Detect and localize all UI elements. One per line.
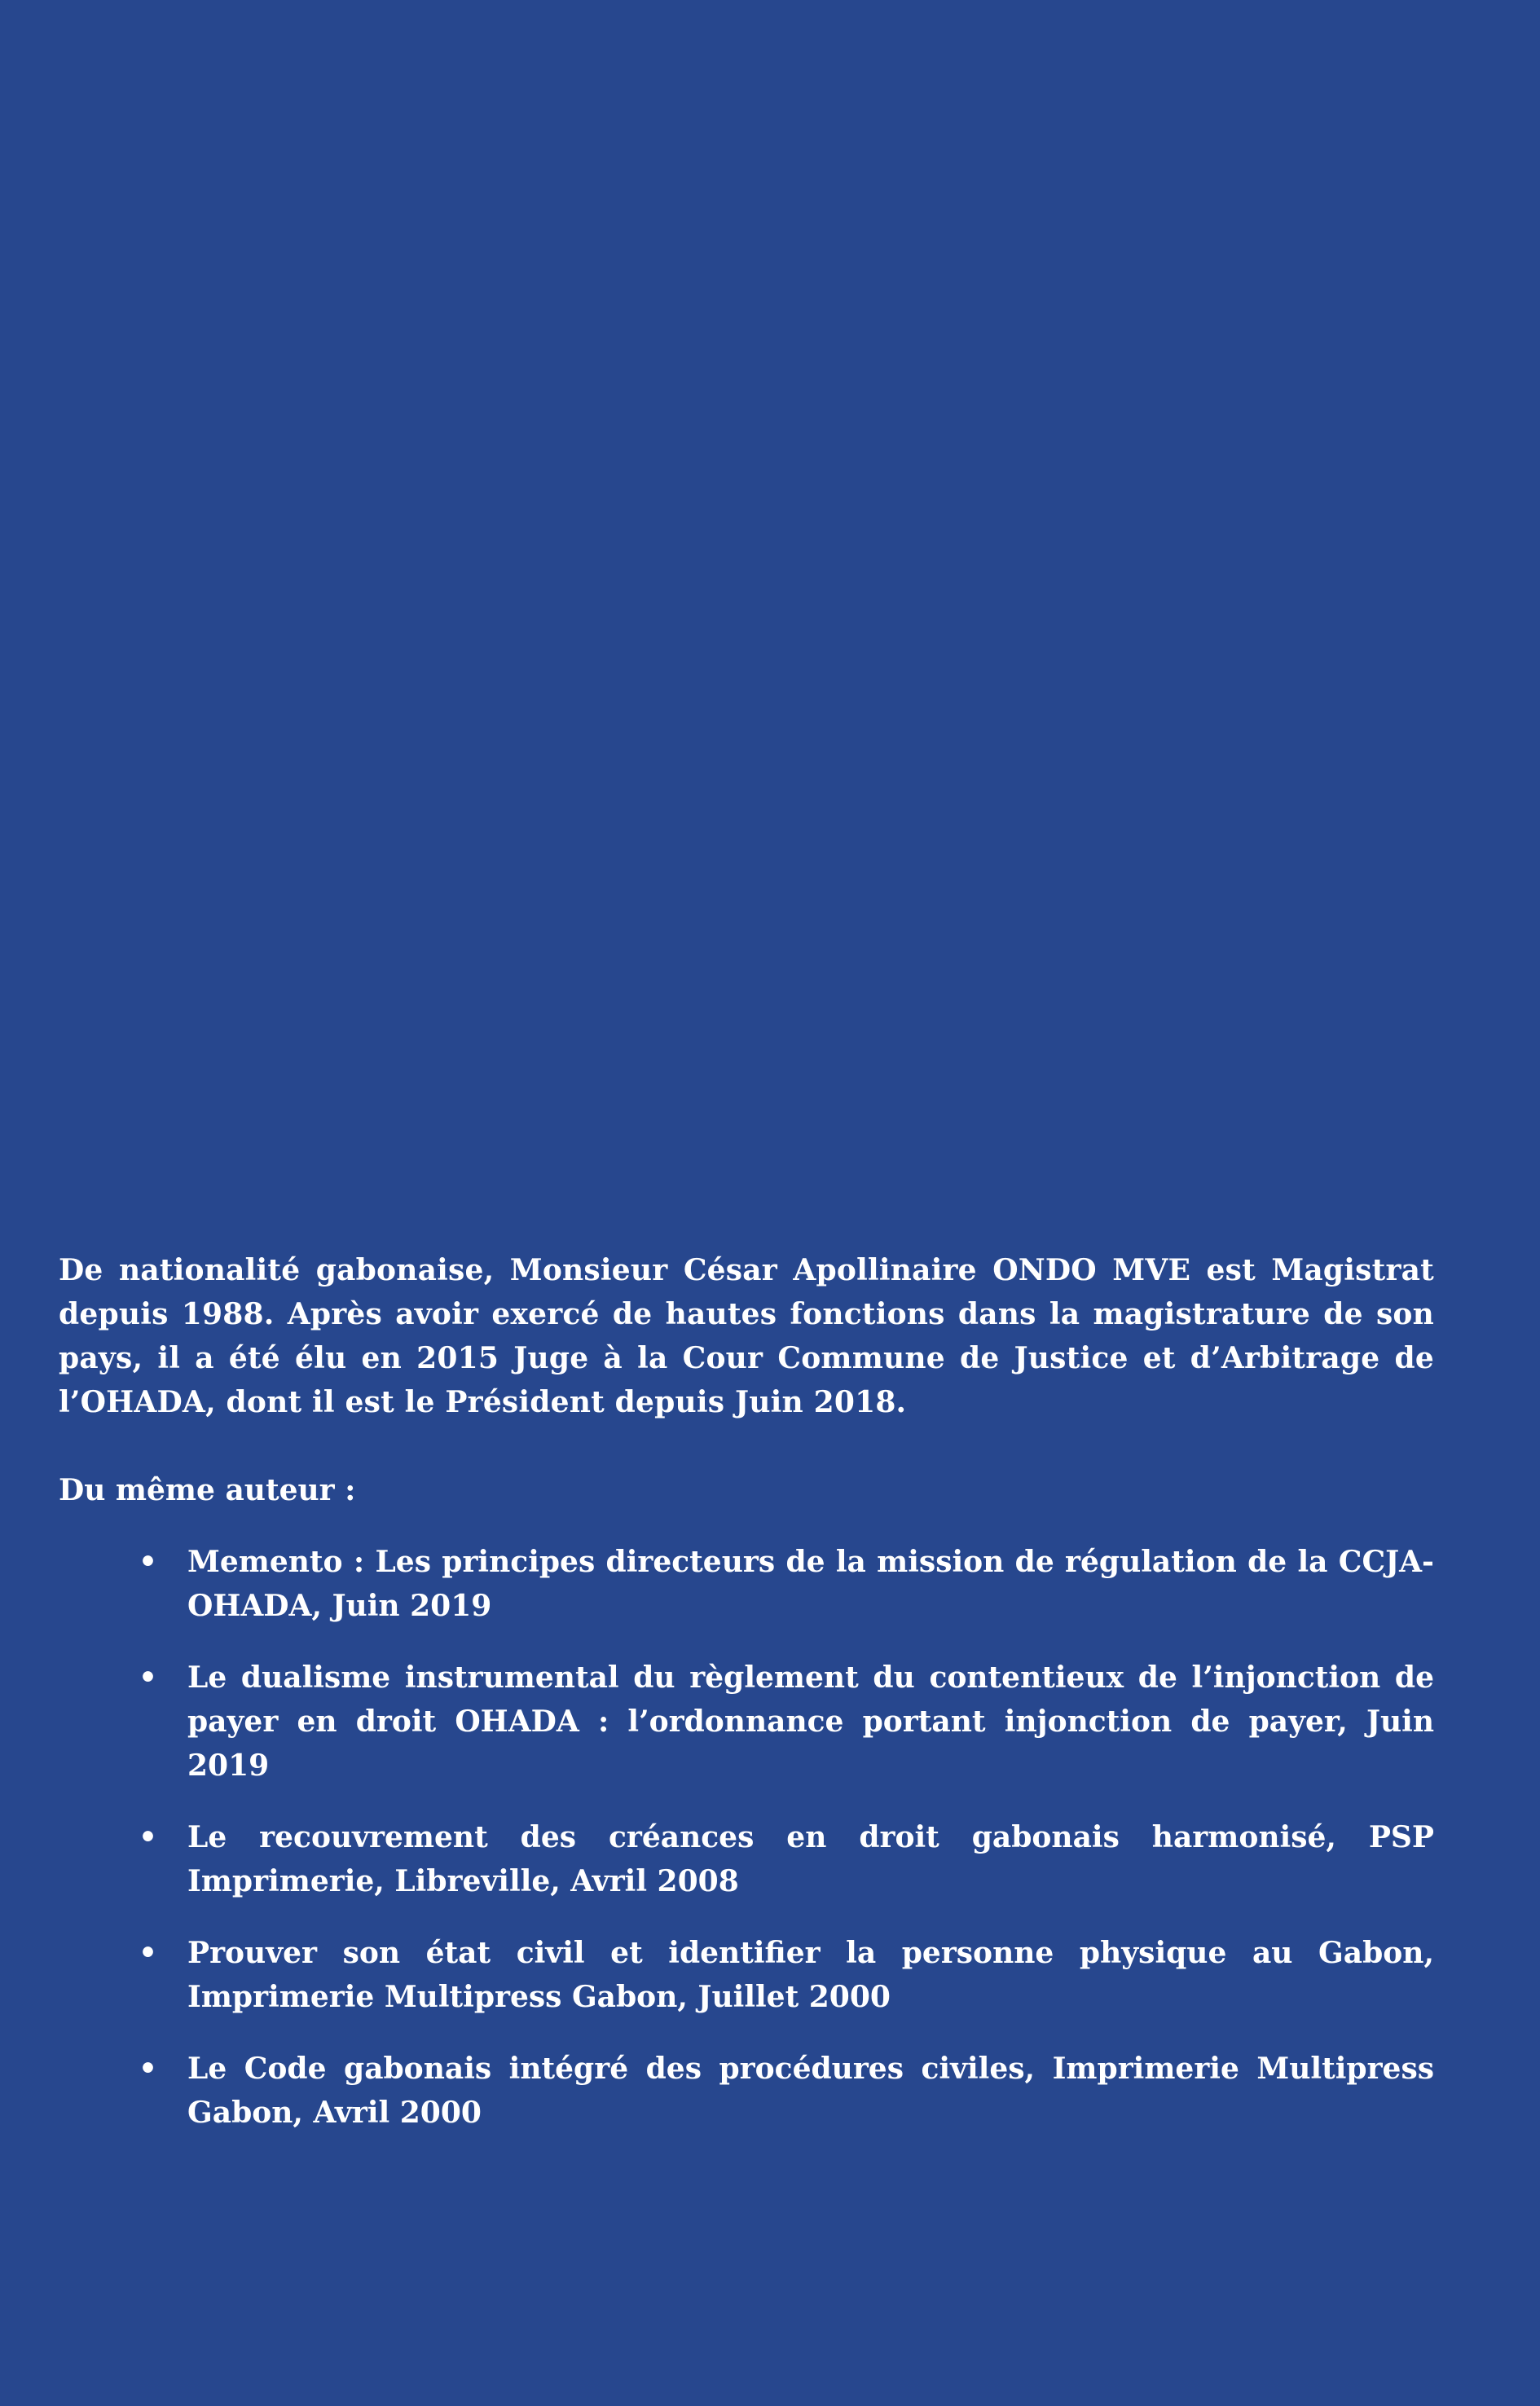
works-list — [59, 1540, 1434, 2135]
work-title: Memento : Les principes directeurs de la mission de régulation de la CCJA-OHADA, Juin 2019 — [187, 1545, 1434, 1623]
list-item — [59, 2047, 1434, 2135]
bullet-icon: • — [139, 2052, 158, 2086]
bullet-icon: • — [139, 1660, 158, 1695]
bullet-icon: • — [139, 1936, 158, 1970]
work-title: Le dualisme instrumental du règlement du contentieux de l’injonction de payer en droit OHADA : l’ordonnance portant injonction de payer, Juin 2019 — [187, 1660, 1434, 1783]
bullet-icon: • — [139, 1545, 158, 1579]
work-title: Prouver son état civil et identifier la personne physique au Gabon, Imprimerie Multipress Gabon, Juillet 2000 — [187, 1936, 1434, 2014]
list-item — [59, 1540, 1434, 1628]
work-title: Le recouvrement des créances en droit gabonais harmonisé, PSP Imprimerie, Libreville, Avril 2008 — [187, 1820, 1434, 1898]
list-item — [59, 1931, 1434, 2019]
cover-text-block — [59, 1248, 1434, 2162]
list-item — [59, 1815, 1434, 1903]
bullet-icon: • — [139, 1820, 158, 1854]
author-bio: De nationalité gabonaise, Monsieur César Apollinaire ONDO MVE est Magistrat depuis 1988. Après avoir exercé de hautes fonctions dans la magistrature de son pays, il a été élu en 2015 Juge à la Cour Commune de Justice et d’Arbitrage de l’OHADA, dont il est le Président depuis Juin 2018. — [59, 1253, 1434, 1419]
works-heading: Du même auteur : — [59, 1473, 356, 1507]
list-item — [59, 1656, 1434, 1788]
work-title: Le Code gabonais intégré des procédures civiles, Imprimerie Multipress Gabon, Avril 2000 — [187, 2052, 1434, 2130]
